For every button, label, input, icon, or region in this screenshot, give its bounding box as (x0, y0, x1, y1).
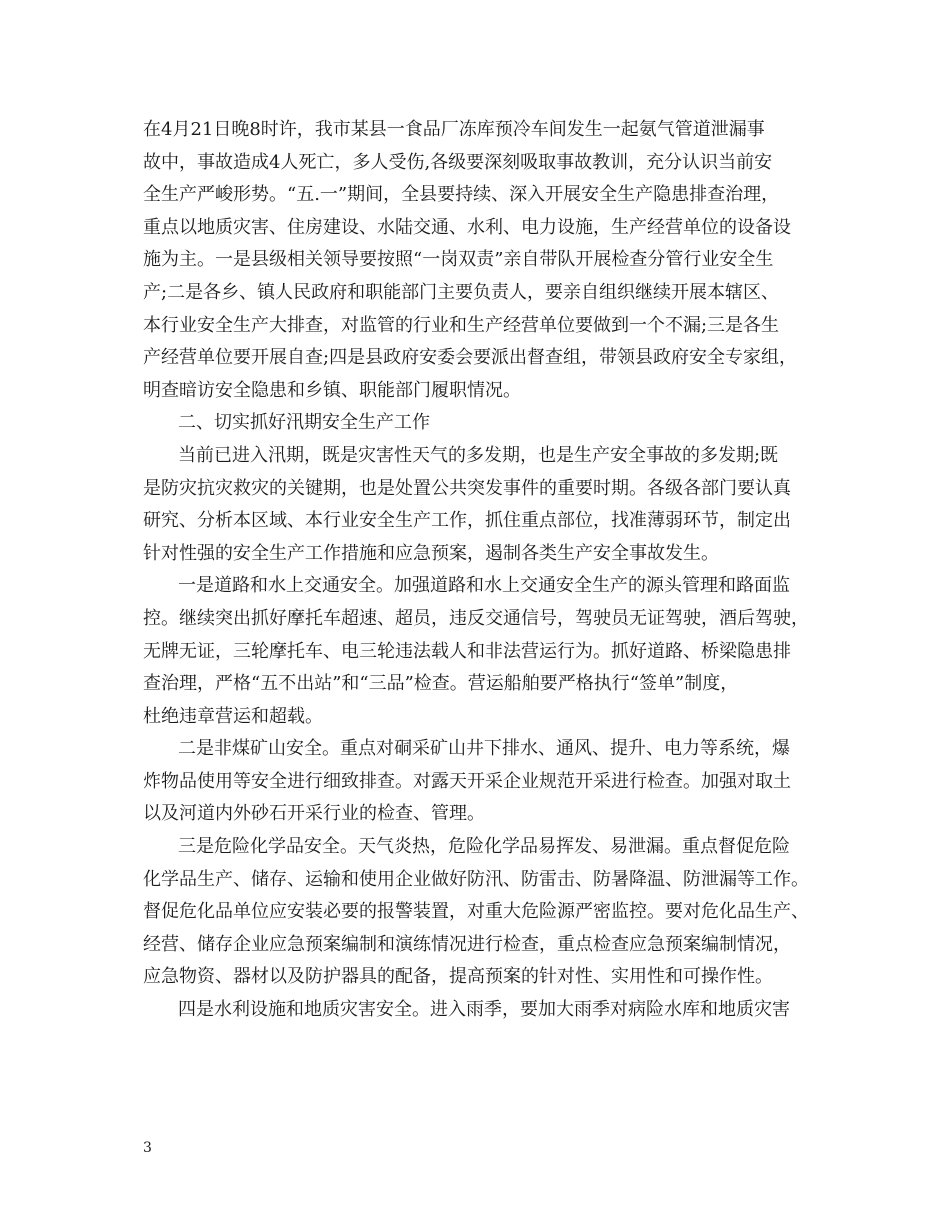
text-line: 施为主。一是县级相关领导要按照“一岗双责”亲自带队开展检查分管行业安全生 (143, 249, 774, 271)
text-line: 三是危险化学品安全。天气炎热，危险化学品易挥发、易泄漏。重点督促危险 (178, 836, 790, 858)
text-line: 针对性强的安全生产工作措施和应急预案，遏制各类生产安全事故发生。 (143, 542, 719, 564)
paragraph (143, 570, 823, 733)
paragraph (143, 407, 823, 440)
paragraph (143, 733, 823, 831)
text-line: 产经营单位要开展自查;四是县政府安委会要派出督查组，带领县政府安全专家组， (143, 347, 798, 369)
text-line: 督促危化品单位应安装必要的报警装置，对重大危险源严密监控。要对危化品生产、 (143, 901, 809, 923)
text-line: 杜绝违章营运和超载。 (143, 705, 323, 727)
text-line: 二是非煤矿山安全。重点对硐采矿山井下排水、通风、提升、电力等系统，爆 (178, 738, 790, 760)
text-line: 查治理，严格“五不出站”和“三品”检查。营运船舶要严格执行“签单”制度， (143, 673, 739, 695)
text-line: 二、切实抓好汛期安全生产工作 (178, 412, 430, 434)
paragraph (143, 994, 823, 1027)
text-line: 以及河道内外砂石开采行业的检查、管理。 (143, 803, 485, 825)
text-line: 重点以地质灾害、住房建设、水陆交通、水利、电力设施，生产经营单位的设备设 (143, 216, 791, 238)
text-line: 控。继续突出抓好摩托车超速、超员，违反交通信号，驾驶员无证驾驶，酒后驾驶， (143, 607, 809, 629)
paragraph (143, 440, 823, 570)
text-line: 应急物资、器材以及防护器具的配备，提高预案的针对性、实用性和可操作性。 (143, 966, 773, 988)
text-line: 四是水利设施和地质灾害安全。进入雨季，要加大雨季对病险水库和地质灾害 (178, 999, 790, 1021)
text-line: 明查暗访安全隐患和乡镇、职能部门履职情况。 (143, 379, 521, 401)
text-line: 一是道路和水上交通安全。加强道路和水上交通安全生产的源头管理和路面监 (178, 575, 790, 597)
text-line: 化学品生产、储存、运输和使用企业做好防汛、防雷击、防暑降温、防泄漏等工作。 (143, 868, 809, 890)
text-line: 是防灾抗灾救灾的关键期，也是处置公共突发事件的重要时期。各级各部门要认真 (143, 477, 791, 499)
text-line: 炸物品使用等安全进行细致排查。对露天开采企业规范开采进行检查。加强对取土 (143, 770, 791, 792)
body-text (143, 114, 823, 1027)
paragraph (143, 831, 823, 994)
text-line: 当前已进入汛期，既是灾害性天气的多发期，也是生产安全事故的多发期;既 (178, 444, 779, 466)
text-line: 研究、分析本区域、本行业安全生产工作，抓住重点部位，找准薄弱环节，制定出 (143, 510, 791, 532)
text-line: 经营、储存企业应急预案编制和演练情况进行检查，重点检查应急预案编制情况， (143, 933, 791, 955)
paragraph (143, 114, 823, 407)
page-number: 3 (143, 1140, 152, 1156)
text-line: 在4月21日晚8时许，我市某县一食品厂冻库预冷车间发生一起氨气管道泄漏事 (143, 119, 765, 140)
text-line: 全生产严峻形势。“五.一”期间，全县要持续、深入开展安全生产隐患排查治理， (143, 184, 780, 206)
text-line: 产;二是各乡、镇人民政府和职能部门主要负责人，要亲自组织继续开展本辖区、 (143, 281, 780, 303)
text-line: 故中，事故造成4人死亡，多人受伤,各级要深刻吸取事故教训，充分认识当前安 (143, 151, 773, 173)
text-line: 无牌无证，三轮摩托车、电三轮违法载人和非法营运行为。抓好道路、桥梁隐患排 (143, 640, 791, 662)
text-line: 本行业安全生产大排查，对监管的行业和生产经营单位要做到一个不漏;三是各生 (143, 314, 780, 336)
